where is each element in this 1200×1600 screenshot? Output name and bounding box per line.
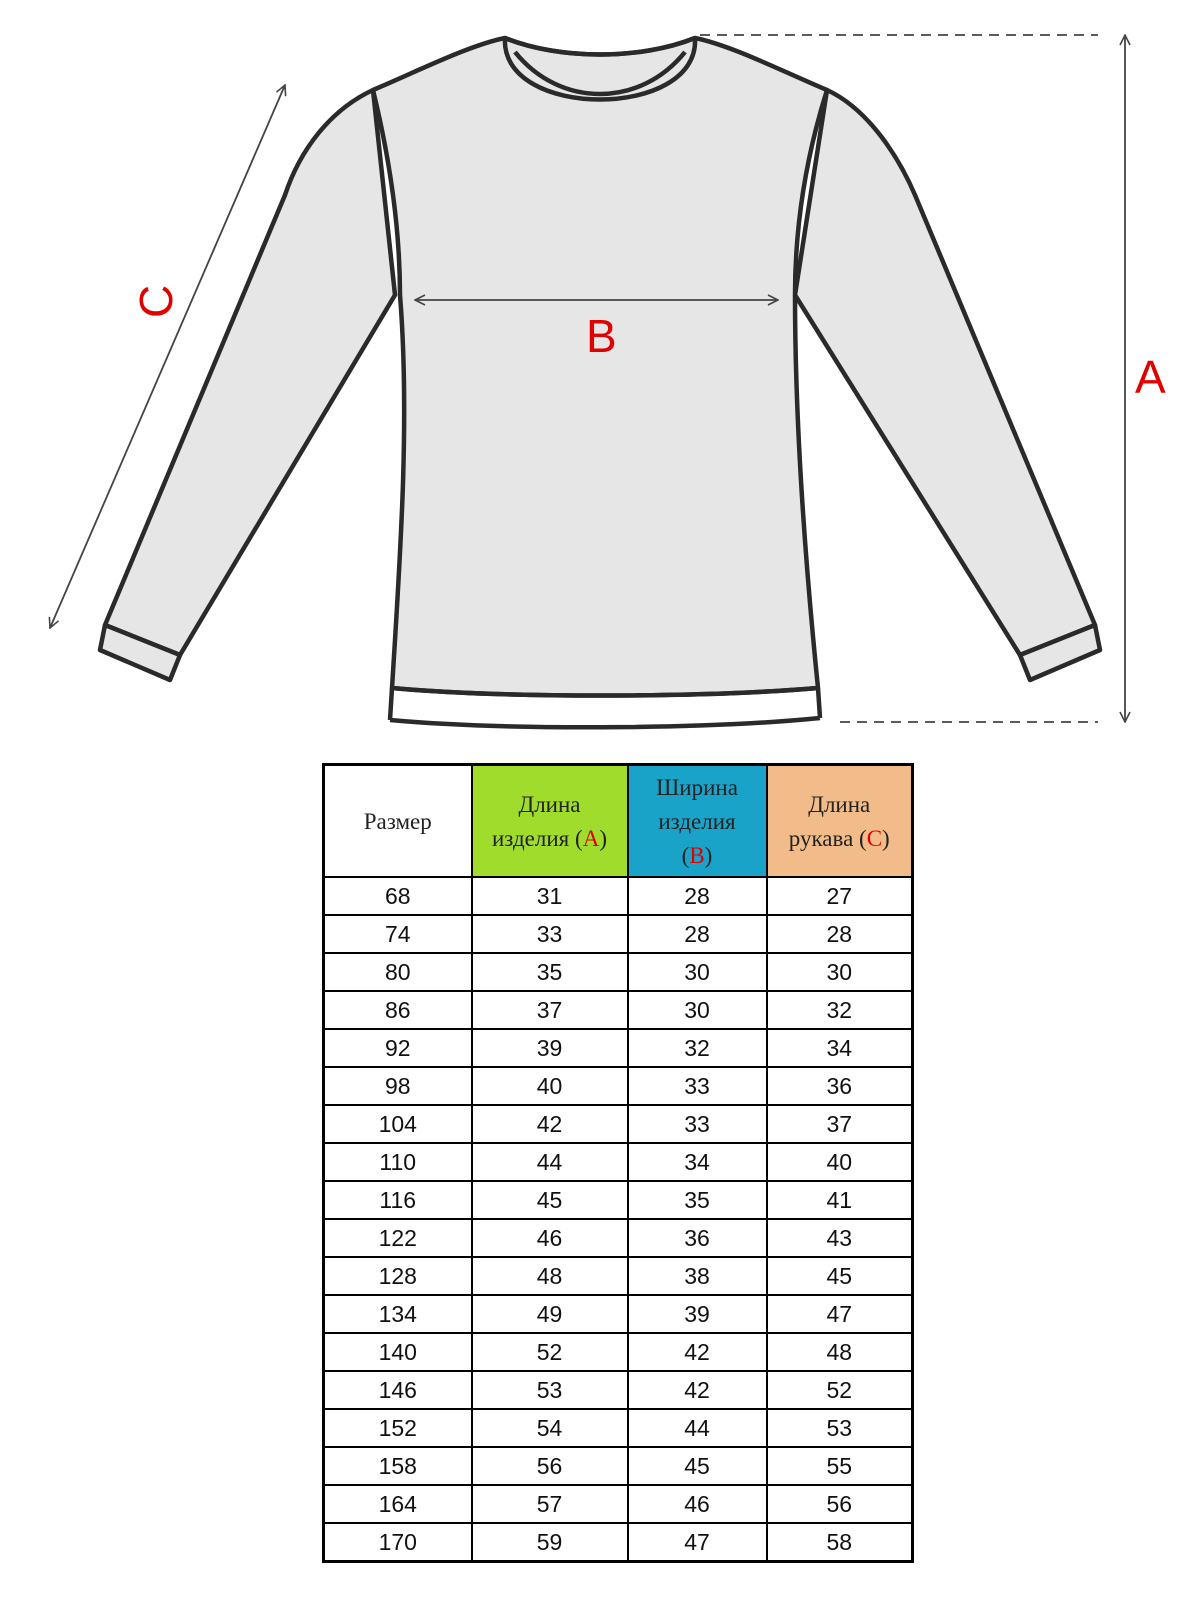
table-cell: 104 (324, 1105, 472, 1143)
table-cell: 56 (767, 1485, 913, 1523)
table-row (324, 1067, 913, 1105)
table-cell: 48 (472, 1257, 628, 1295)
table-cell: 45 (628, 1447, 767, 1485)
table-cell: 43 (767, 1219, 913, 1257)
table-cell: 28 (767, 915, 913, 953)
table-cell: 39 (472, 1029, 628, 1067)
table-cell: 40 (472, 1067, 628, 1105)
table-cell: 122 (324, 1219, 472, 1257)
table-cell: 38 (628, 1257, 767, 1295)
table-row (324, 953, 913, 991)
table-cell: 110 (324, 1143, 472, 1181)
table-cell: 37 (472, 991, 628, 1029)
header-width (628, 765, 767, 878)
table-cell: 57 (472, 1485, 628, 1523)
left-sleeve (105, 90, 395, 655)
table-row (324, 1181, 913, 1219)
table-cell: 86 (324, 991, 472, 1029)
sweatshirt-illustration (100, 38, 1100, 727)
header-line: Ширина (656, 775, 738, 800)
table-cell: 128 (324, 1257, 472, 1295)
table-row (324, 1447, 913, 1485)
table-cell: 36 (767, 1067, 913, 1105)
hem (390, 688, 820, 727)
header-sleeve (767, 765, 913, 878)
table-cell: 42 (628, 1333, 767, 1371)
table-cell: 41 (767, 1181, 913, 1219)
table-cell: 28 (628, 877, 767, 915)
header-mark: A (582, 826, 600, 851)
header-mark: B (689, 843, 705, 868)
table-cell: 74 (324, 915, 472, 953)
table-cell: 40 (767, 1143, 913, 1181)
table-cell: 68 (324, 877, 472, 915)
table-cell: 33 (628, 1067, 767, 1105)
right-sleeve (795, 90, 1095, 655)
table-cell: 28 (628, 915, 767, 953)
sweatshirt-diagram (0, 0, 1200, 740)
header-size (324, 765, 472, 878)
table-row (324, 1523, 913, 1562)
dim-c-label: C (130, 284, 182, 318)
table-cell: 92 (324, 1029, 472, 1067)
table-cell: 35 (628, 1181, 767, 1219)
table-cell: 34 (628, 1143, 767, 1181)
table-cell: 164 (324, 1485, 472, 1523)
table-cell: 44 (472, 1143, 628, 1181)
table-cell: 27 (767, 877, 913, 915)
table-cell: 52 (767, 1371, 913, 1409)
table-cell: 46 (472, 1219, 628, 1257)
header-line: изделия (A) (492, 826, 607, 851)
table-row (324, 877, 913, 915)
table-cell: 33 (628, 1105, 767, 1143)
table-cell: 140 (324, 1333, 472, 1371)
table-cell: 36 (628, 1219, 767, 1257)
table-cell: 98 (324, 1067, 472, 1105)
header-line: рукава (C) (788, 826, 890, 851)
table-cell: 47 (767, 1295, 913, 1333)
table-row (324, 1029, 913, 1067)
table-cell: 54 (472, 1409, 628, 1447)
table-body (324, 877, 913, 1562)
table-cell: 31 (472, 877, 628, 915)
table-row (324, 1409, 913, 1447)
header-line: изделия (658, 809, 736, 834)
table-cell: 45 (767, 1257, 913, 1295)
table-cell: 53 (767, 1409, 913, 1447)
table-row (324, 1485, 913, 1523)
table-cell: 49 (472, 1295, 628, 1333)
table-cell: 56 (472, 1447, 628, 1485)
body (373, 38, 827, 696)
table-cell: 32 (767, 991, 913, 1029)
table-cell: 42 (472, 1105, 628, 1143)
table-cell: 134 (324, 1295, 472, 1333)
table-cell: 158 (324, 1447, 472, 1485)
header-mark: C (866, 826, 883, 851)
table-row (324, 991, 913, 1029)
table-row (324, 1371, 913, 1409)
table-cell: 34 (767, 1029, 913, 1067)
table-row (324, 1105, 913, 1143)
table-cell: 46 (628, 1485, 767, 1523)
table-cell: 116 (324, 1181, 472, 1219)
table-row (324, 915, 913, 953)
table-row (324, 1143, 913, 1181)
table-cell: 33 (472, 915, 628, 953)
table-cell: 45 (472, 1181, 628, 1219)
header-length (472, 765, 628, 878)
table-cell: 30 (628, 991, 767, 1029)
dim-b-label: B (586, 310, 617, 362)
table-cell: 170 (324, 1523, 472, 1562)
table-cell: 80 (324, 953, 472, 991)
table-cell: 32 (628, 1029, 767, 1067)
table-cell: 55 (767, 1447, 913, 1485)
table-cell: 30 (628, 953, 767, 991)
header-line: Длина (518, 792, 581, 817)
table-row (324, 1333, 913, 1371)
table-cell: 47 (628, 1523, 767, 1562)
header-line: (B) (681, 843, 713, 868)
table-cell: 39 (628, 1295, 767, 1333)
table-cell: 30 (767, 953, 913, 991)
table-cell: 152 (324, 1409, 472, 1447)
header-line: Длина (808, 792, 871, 817)
table-cell: 48 (767, 1333, 913, 1371)
table-cell: 52 (472, 1333, 628, 1371)
header-line: Размер (363, 809, 432, 834)
table-cell: 35 (472, 953, 628, 991)
table-row (324, 1295, 913, 1333)
table-cell: 146 (324, 1371, 472, 1409)
table-cell: 53 (472, 1371, 628, 1409)
table-row (324, 1219, 913, 1257)
table-cell: 59 (472, 1523, 628, 1562)
size-table (322, 763, 914, 1563)
table-cell: 44 (628, 1409, 767, 1447)
dim-a-label: A (1135, 351, 1166, 403)
table-header-row (324, 765, 913, 878)
table-cell: 37 (767, 1105, 913, 1143)
table-row (324, 1257, 913, 1295)
table-cell: 42 (628, 1371, 767, 1409)
table-cell: 58 (767, 1523, 913, 1562)
